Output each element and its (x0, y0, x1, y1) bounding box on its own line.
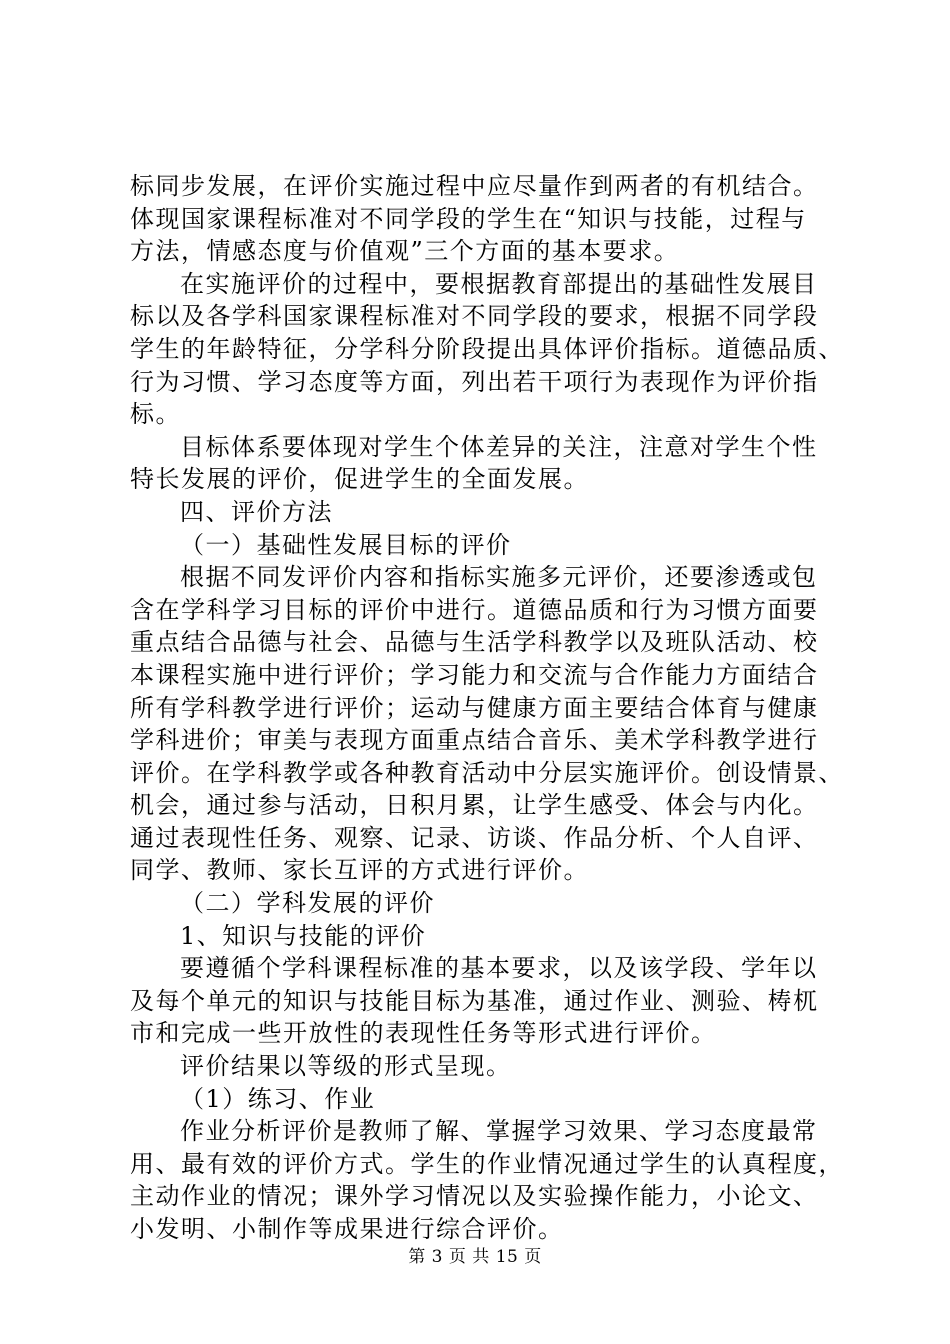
text-line: 作业分析评价是教师了解、掌握学习效果、学习态度最常 (180, 1117, 818, 1146)
text-line: 标同步发展，在评价实施过程中应尽量作到两者的有机结合。 (130, 172, 819, 200)
text-line: 用、最有效的评价方式。学生的作业情况通过学生的认真程度， (130, 1149, 844, 1178)
text-line: 及每个单元的知识与技能目标为基准，通过作业、测验、梼杌 (130, 986, 819, 1015)
text-line: 机会，通过参与活动，日积月累，让学生感受、体会与内化。 (130, 791, 819, 820)
text-line: 评价结果以等级的形式呈现。 (180, 1052, 512, 1081)
text-line: 根据不同发评价内容和指标实施多元评价，还要渗透或包 (180, 563, 818, 592)
text-line: 在实施评价的过程中，要根据教育部提出的基础性发展目 (180, 269, 818, 298)
document-body (130, 170, 844, 1246)
text-line: （1）练习、作业 (180, 1084, 376, 1113)
text-line: 评价。在学科教学或各种教育活动中分层实施评价。创设情景、 (130, 758, 844, 787)
text-line: 通过表现性任务、观察、记录、访谈、作品分析、个人自评、 (130, 823, 819, 852)
text-line: 学生的年龄特征，分学科分阶段提出具体评价指标。道德品质、 (130, 334, 844, 363)
text-line: 市和完成一些开放性的表现性任务等形式进行评价。 (130, 1019, 717, 1048)
text-line: 四、评价方法 (180, 497, 333, 526)
text-line: 要遵循个学科课程标准的基本要求，以及该学段、学年以 (180, 954, 818, 983)
text-line: 体现国家课程标准对不同学段的学生在“知识与技能，过程与 (130, 204, 807, 233)
text-line: 特长发展的评价，促进学生的全面发展。 (130, 465, 589, 494)
text-line: 行为习惯、学习态度等方面，列出若干项行为表现作为评价指 (130, 367, 819, 396)
text-line: 方法，情感态度与价值观”三个方面的基本要求。 (130, 237, 680, 266)
text-line: 含在学科学习目标的评价中进行。道德品质和行为习惯方面要 (130, 595, 819, 624)
text-line: 标以及各学科国家课程标准对不同学段的要求，根据不同学段 (130, 302, 819, 331)
text-line: 主动作业的情况；课外学习情况以及实验操作能力，小论文、 (130, 1182, 819, 1211)
text-line: 本课程实施中进行评价；学习能力和交流与合作能力方面结合 (130, 660, 819, 689)
text-line: 标。 (130, 400, 181, 429)
text-line: （二）学科发展的评价 (180, 889, 435, 918)
page-footer: 第 3 页 共 15 页 (408, 1247, 542, 1267)
text-line: 学科进价；审美与表现方面重点结合音乐、美术学科教学进行 (130, 726, 819, 755)
text-line: 所有学科教学进行评价；运动与健康方面主要结合体育与健康 (130, 693, 819, 722)
text-line: 重点结合品德与社会、品德与生活学科教学以及班队活动、校 (130, 628, 819, 657)
text-line: 小发明、小制作等成果进行综合评价。 (130, 1215, 564, 1243)
text-line: 同学、教师、家长互评的方式进行评价。 (130, 856, 589, 885)
text-line: （一）基础性发展目标的评价 (180, 530, 512, 559)
text-line: 目标体系要体现对学生个体差异的关注，注意对学生个性 (180, 432, 818, 461)
text-line: 1、知识与技能的评价 (180, 921, 427, 950)
